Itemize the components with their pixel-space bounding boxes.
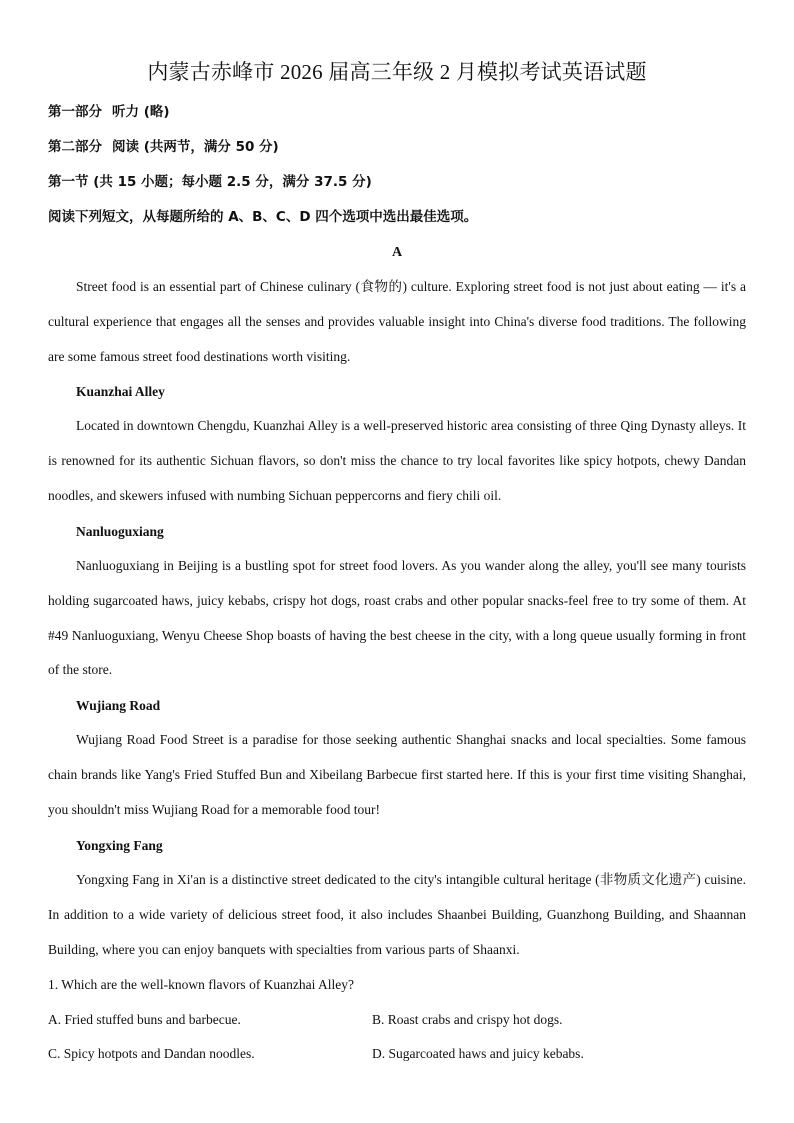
reading-instruction: 阅读下列短文，从每题所给的 A、B、C、D 四个选项中选出最佳选项。 [48, 209, 478, 225]
page-title: 内蒙古赤峰市 2026 届高三年级 2 月模拟考试英语试题 [147, 60, 647, 84]
section-heading-nanluoguxiang: Nanluoguxiang [76, 524, 164, 539]
section-text: Wujiang Road Food Street is a paradise for those seeking authentic Shanghai snacks and local specialties. Some famous chain brands like Yang's Fried Stuffed Bun and Xibeilang Barbecue first started here. If this is your first time visiting Shanghai, you shouldn't miss Wujiang Road for a memorable food tour! [48, 732, 746, 817]
part1-header [48, 103, 170, 121]
section-text: Yongxing Fang in Xi'an is a distinctive street dedicated to the city's intangible cultural heritage (非物质文化遗产) cuisine. In addition to a wide variety of delicious street food, it also includes Shaanbei Building, Guanzhong Building, and Shaannan Building, where you can enjoy banquets with specialties from various parts of Shaanxi. [48, 872, 747, 957]
question-1-option-b[interactable]: B. Roast crabs and crispy hot dogs. [372, 1012, 563, 1027]
part2-header [48, 138, 279, 156]
part2-text: 阅读 (共两节，满分 50 分) [112, 139, 279, 155]
question-1-option-d[interactable]: D. Sugarcoated haws and juicy kebabs. [372, 1046, 584, 1061]
section-heading-kuanzhai: Kuanzhai Alley [76, 384, 165, 399]
part2-label: 第二部分 [48, 139, 102, 155]
passage-intro [48, 270, 746, 374]
question-1-option-a[interactable]: A. Fried stuffed buns and barbecue. [48, 1012, 241, 1027]
question-1-option-c[interactable]: C. Spicy hotpots and Dandan noodles. [48, 1046, 255, 1061]
section-text-kuanzhai [48, 409, 746, 513]
part1-label: 第一部分 [48, 104, 102, 120]
section-heading-yongxing: Yongxing Fang [76, 838, 163, 853]
section-text: Nanluoguxiang in Beijing is a bustling spot for street food lovers. As you wander along the alley, you'll see many tourists holding sugarcoated haws, juicy kebabs, crispy hot dogs, roast crabs and other popular snacks-feel free to try some of them. At #49 Nanluoguxiang, Wenyu Cheese Shop boasts of having the best cheese in the city, with a long queue usually forming in front of the store. [48, 558, 746, 678]
passage-label: A [391, 245, 403, 260]
question-1-stem: 1. Which are the well-known flavors of Kuanzhai Alley? [48, 977, 355, 992]
section-text-nanluoguxiang [48, 549, 746, 688]
part1-text: 听力 (略) [112, 104, 170, 120]
section-text-yongxing [48, 863, 746, 967]
section-heading-wujiang: Wujiang Road [76, 698, 161, 713]
section1-header: 第一节 (共 15 小题；每小题 2.5 分，满分 37.5 分) [48, 174, 372, 190]
section-text: Located in downtown Chengdu, Kuanzhai Alley is a well-preserved historic area consisting of three Qing Dynasty alleys. It is renowned for its authentic Sichuan flavors, so don't miss the chance to try local favorites like spicy hotpots, chewy Dandan noodles, and skewers infused with numbing Sichuan peppercorns and fiery chili oil. [48, 418, 746, 503]
passage-intro-text: Street food is an essential part of Chinese culinary (食物的) culture. Exploring street food is not just about eating — it's a cultural experience that engages all the senses and provides valuable insight into China's diverse food traditions. The following are some famous street food destinations worth visiting. [48, 279, 746, 364]
section-text-wujiang [48, 723, 746, 827]
